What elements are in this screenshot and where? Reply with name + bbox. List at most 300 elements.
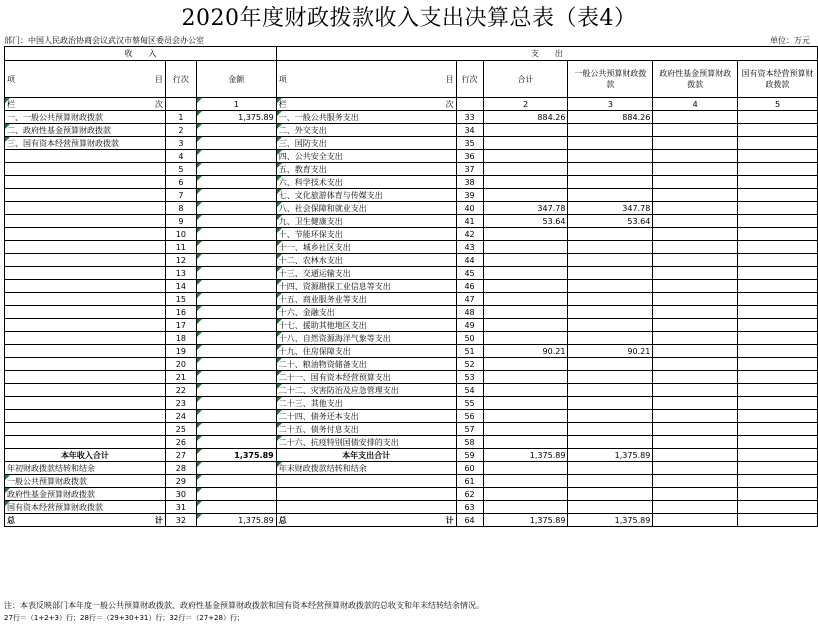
- state-capital-cell: [738, 319, 818, 332]
- expense-grand-total-amount: 1,375.89: [483, 514, 568, 527]
- table-row: [5, 501, 818, 514]
- expense-item-cell: 年末财政拨款结转和结余: [276, 462, 456, 475]
- income-amount-cell: [196, 397, 276, 410]
- fund-budget-cell: [653, 319, 738, 332]
- expense-item-cell: 三、国防支出: [276, 137, 456, 150]
- fund-budget-cell: [653, 345, 738, 358]
- income-item-cell: [5, 397, 166, 410]
- expense-item-cell: 十五、商业服务业等支出: [276, 293, 456, 306]
- fund-budget-cell: [653, 241, 738, 254]
- state-capital-cell: [738, 332, 818, 345]
- general-budget-cell: [568, 228, 653, 241]
- fund-budget-cell: [653, 488, 738, 501]
- expense-item-cell: 十、节能环保支出: [276, 228, 456, 241]
- expense-total-cell: [483, 150, 568, 163]
- expense-item-cell: 九、卫生健康支出: [276, 215, 456, 228]
- expense-row-no-cell: 61: [456, 475, 483, 488]
- expense-total-cell: [483, 228, 568, 241]
- income-amount-cell: [196, 306, 276, 319]
- general-budget-cell: [568, 176, 653, 189]
- state-capital-cell: [738, 449, 818, 462]
- state-capital-cell: [738, 150, 818, 163]
- expense-total-cell: [483, 306, 568, 319]
- table-row: [5, 176, 818, 189]
- state-capital-header: 国有资本经营预算财政拨款: [738, 61, 818, 98]
- income-item-cell: [5, 384, 166, 397]
- table-row: [5, 397, 818, 410]
- income-amount-cell: [196, 423, 276, 436]
- income-item-cell: 三、国有资本经营预算财政拨款: [5, 137, 166, 150]
- income-item-cell: [5, 189, 166, 202]
- expense-total-cell: [483, 410, 568, 423]
- expense-row-no-cell: 59: [456, 449, 483, 462]
- expense-item-cell: 二十三、其他支出: [276, 397, 456, 410]
- general-budget-cell: [568, 280, 653, 293]
- fund-budget-cell: [653, 306, 738, 319]
- expense-item-cell: 七、文化旅游体育与传媒支出: [276, 189, 456, 202]
- table-row: [5, 488, 818, 501]
- expense-row-no-cell: 54: [456, 384, 483, 397]
- table-row: [5, 371, 818, 384]
- state-capital-cell: [738, 137, 818, 150]
- page-title: 2020年度财政拨款收入支出决算总表（表4）: [181, 6, 637, 31]
- income-amount-cell: [196, 488, 276, 501]
- income-amount-cell: [196, 462, 276, 475]
- general-budget-grand-total: 1,375.89: [568, 514, 653, 527]
- income-item-cell: [5, 163, 166, 176]
- expense-row-no-cell: 39: [456, 189, 483, 202]
- expense-row-no-cell: 41: [456, 215, 483, 228]
- expense-item-cell: 本年支出合计: [276, 449, 456, 462]
- expense-row-no-cell: 62: [456, 488, 483, 501]
- income-row-no-cell: 15: [165, 293, 196, 306]
- income-amount-cell: [196, 124, 276, 137]
- income-item-cell: 二、政府性基金预算财政拨款: [5, 124, 166, 137]
- income-amount-cell: [196, 254, 276, 267]
- fund-budget-cell: [653, 358, 738, 371]
- general-budget-cell: 53.64: [568, 215, 653, 228]
- general-budget-cell: [568, 410, 653, 423]
- state-capital-cell: [738, 501, 818, 514]
- expense-item-cell: 二、外交支出: [276, 124, 456, 137]
- state-capital-cell: [738, 215, 818, 228]
- income-item-cell: [5, 267, 166, 280]
- expense-total-num: 2: [483, 98, 568, 111]
- income-amount-num: 1: [196, 98, 276, 111]
- income-row-no-cell: 17: [165, 319, 196, 332]
- income-grand-total-label: 总 计: [5, 514, 166, 527]
- state-capital-cell: [738, 293, 818, 306]
- department-label: 部门：中国人民政治协商会议武汉市蔡甸区委员会办公室: [4, 36, 204, 45]
- expense-total-cell: [483, 137, 568, 150]
- income-row-no-cell: 29: [165, 475, 196, 488]
- fund-budget-cell: [653, 189, 738, 202]
- expense-item-cell: 十三、交通运输支出: [276, 267, 456, 280]
- fund-budget-num: 4: [653, 98, 738, 111]
- expense-item-cell: 二十六、抗疫特别国债安排的支出: [276, 436, 456, 449]
- expense-total-cell: [483, 124, 568, 137]
- state-capital-cell: [738, 397, 818, 410]
- table-row: [5, 137, 818, 150]
- expense-total-cell: 90.21: [483, 345, 568, 358]
- income-row-no-cell: 2: [165, 124, 196, 137]
- expense-row-no-cell: 48: [456, 306, 483, 319]
- expense-row-no-cell: 63: [456, 501, 483, 514]
- income-item-cell: [5, 306, 166, 319]
- state-capital-cell: [738, 423, 818, 436]
- income-item-cell: [5, 332, 166, 345]
- expense-item-cell: 五、教育支出: [276, 163, 456, 176]
- state-capital-cell: [738, 228, 818, 241]
- expense-total-cell: 1,375.89: [483, 449, 568, 462]
- general-budget-cell: [568, 462, 653, 475]
- table-row: [5, 293, 818, 306]
- expense-row-no-cell: 55: [456, 397, 483, 410]
- table-row: [5, 241, 818, 254]
- expense-item-cell: 十七、援助其他地区支出: [276, 319, 456, 332]
- table-row: [5, 215, 818, 228]
- fund-budget-cell: [653, 228, 738, 241]
- income-row-no-cell: 6: [165, 176, 196, 189]
- fund-budget-cell: [653, 202, 738, 215]
- fund-budget-cell: [653, 436, 738, 449]
- expense-total-cell: [483, 241, 568, 254]
- income-item-cell: [5, 254, 166, 267]
- expense-item-cell: 十八、自然资源海洋气象等支出: [276, 332, 456, 345]
- income-row-no-header: 行次: [165, 61, 196, 98]
- fund-budget-cell: [653, 462, 738, 475]
- state-capital-cell: [738, 176, 818, 189]
- fund-budget-cell: [653, 293, 738, 306]
- income-grand-total-amount: 1,375.89: [196, 514, 276, 527]
- state-capital-cell: [738, 410, 818, 423]
- income-amount-cell: 1,375.89: [196, 111, 276, 124]
- general-budget-cell: [568, 332, 653, 345]
- income-item-cell: 年初财政拨款结转和结余: [5, 462, 166, 475]
- expense-item-cell: 十一、城乡社区支出: [276, 241, 456, 254]
- general-budget-cell: [568, 475, 653, 488]
- expense-item-cell: 二十四、债务还本支出: [276, 410, 456, 423]
- budget-table: [4, 46, 818, 527]
- expense-row-no-cell: 50: [456, 332, 483, 345]
- income-row-no-cell: 11: [165, 241, 196, 254]
- income-row-no-cell: 12: [165, 254, 196, 267]
- expense-item-cell: 二十一、国有资本经营预算支出: [276, 371, 456, 384]
- general-budget-cell: [568, 254, 653, 267]
- general-budget-cell: 347.78: [568, 202, 653, 215]
- group-header-row: [5, 47, 818, 61]
- income-row-no-cell: 7: [165, 189, 196, 202]
- income-amount-cell: [196, 280, 276, 293]
- income-group-header: 收 入: [5, 47, 277, 61]
- fund-budget-cell: [653, 150, 738, 163]
- income-row-no-cell: 22: [165, 384, 196, 397]
- state-capital-grand-total: [738, 514, 818, 527]
- expense-row-no-cell: 43: [456, 241, 483, 254]
- income-row-no-cell: 3: [165, 137, 196, 150]
- income-row-no-cell: 1: [165, 111, 196, 124]
- table-row: [5, 358, 818, 371]
- expense-total-cell: 53.64: [483, 215, 568, 228]
- expense-row-no-cell: 56: [456, 410, 483, 423]
- income-row-no-cell: 10: [165, 228, 196, 241]
- income-row-no-cell: 26: [165, 436, 196, 449]
- income-row-no-cell: 28: [165, 462, 196, 475]
- expense-row-no-cell: 36: [456, 150, 483, 163]
- footnote: 注：本表反映部门本年度一般公共预算财政拨款、政府性基金预算财政拨款和国有资本经营预算财政拨款的总收支和年末结转结余情况。: [4, 601, 484, 610]
- income-row-no-cell: 20: [165, 358, 196, 371]
- income-row-no-cell: 16: [165, 306, 196, 319]
- table-row: [5, 423, 818, 436]
- expense-row-no-cell: 40: [456, 202, 483, 215]
- table-row: [5, 319, 818, 332]
- state-capital-cell: [738, 462, 818, 475]
- fund-budget-cell: [653, 254, 738, 267]
- expense-total-cell: [483, 397, 568, 410]
- table-row: [5, 332, 818, 345]
- fund-budget-cell: [653, 475, 738, 488]
- table-row: [5, 202, 818, 215]
- expense-item-cell: 二十二、灾害防治及应急管理支出: [276, 384, 456, 397]
- state-capital-cell: [738, 241, 818, 254]
- expense-row-no-cell: 34: [456, 124, 483, 137]
- income-amount-cell: [196, 410, 276, 423]
- income-row-no-cell: 31: [165, 501, 196, 514]
- expense-row-no-cell: 45: [456, 267, 483, 280]
- income-row-no-cell: 30: [165, 488, 196, 501]
- income-amount-cell: [196, 371, 276, 384]
- expense-row-no-cell: 47: [456, 293, 483, 306]
- fund-budget-cell: [653, 215, 738, 228]
- general-budget-cell: [568, 397, 653, 410]
- expense-row-no-cell: 44: [456, 254, 483, 267]
- general-budget-cell: [568, 384, 653, 397]
- general-budget-cell: [568, 436, 653, 449]
- column-number-row: [5, 98, 818, 111]
- income-row-no-cell: 8: [165, 202, 196, 215]
- income-amount-cell: [196, 358, 276, 371]
- income-row-no-cell: 14: [165, 280, 196, 293]
- income-item-cell: 一般公共预算财政拨款: [5, 475, 166, 488]
- income-item-cell: [5, 358, 166, 371]
- income-amount-cell: [196, 137, 276, 150]
- fund-budget-cell: [653, 371, 738, 384]
- income-item-cell: [5, 436, 166, 449]
- income-amount-cell: 1,375.89: [196, 449, 276, 462]
- income-item-cell: [5, 371, 166, 384]
- table-row: [5, 462, 818, 475]
- income-row-no-cell: 24: [165, 410, 196, 423]
- expense-lanci-cell: 栏 次: [276, 98, 456, 111]
- expense-item-cell: [276, 501, 456, 514]
- income-item-cell: [5, 215, 166, 228]
- fund-budget-header: 政府性基金预算财政拨款: [653, 61, 738, 98]
- expense-row-no-cell: 58: [456, 436, 483, 449]
- fund-budget-cell: [653, 124, 738, 137]
- expense-total-cell: [483, 488, 568, 501]
- table-row: [5, 384, 818, 397]
- expense-row-no-cell: 37: [456, 163, 483, 176]
- expense-row-no-cell: 38: [456, 176, 483, 189]
- general-budget-cell: [568, 267, 653, 280]
- income-row-no-cell: 25: [165, 423, 196, 436]
- expense-total-cell: [483, 254, 568, 267]
- state-capital-cell: [738, 189, 818, 202]
- income-amount-cell: [196, 319, 276, 332]
- income-amount-cell: [196, 475, 276, 488]
- expense-total-cell: [483, 436, 568, 449]
- expense-item-cell: 十四、资源勘探工业信息等支出: [276, 280, 456, 293]
- expense-total-cell: [483, 475, 568, 488]
- income-amount-cell: [196, 150, 276, 163]
- expense-row-no-cell: 53: [456, 371, 483, 384]
- expense-total-cell: [483, 319, 568, 332]
- fund-budget-cell: [653, 163, 738, 176]
- table-row: [5, 436, 818, 449]
- income-row-no-cell: 18: [165, 332, 196, 345]
- expense-total-cell: [483, 280, 568, 293]
- table-row: [5, 267, 818, 280]
- expense-row-no-cell: 46: [456, 280, 483, 293]
- general-budget-cell: [568, 358, 653, 371]
- income-amount-cell: [196, 293, 276, 306]
- income-row-no-cell: 5: [165, 163, 196, 176]
- income-item-cell: [5, 423, 166, 436]
- expense-grand-total-no: 64: [456, 514, 483, 527]
- income-item-cell: 国有资本经营预算财政拨款: [5, 501, 166, 514]
- expense-row-no-cell: 52: [456, 358, 483, 371]
- expense-item-cell: 二十五、债务付息支出: [276, 423, 456, 436]
- income-item-cell: 本年收入合计: [5, 449, 166, 462]
- state-capital-cell: [738, 267, 818, 280]
- table-row: [5, 410, 818, 423]
- table-row: [5, 306, 818, 319]
- income-amount-cell: [196, 436, 276, 449]
- general-budget-cell: [568, 293, 653, 306]
- state-capital-cell: [738, 475, 818, 488]
- general-budget-cell: [568, 306, 653, 319]
- table-row: [5, 345, 818, 358]
- general-budget-cell: [568, 488, 653, 501]
- state-capital-cell: [738, 436, 818, 449]
- expense-total-cell: 347.78: [483, 202, 568, 215]
- income-item-cell: [5, 293, 166, 306]
- general-budget-cell: [568, 501, 653, 514]
- fund-budget-cell: [653, 384, 738, 397]
- state-capital-cell: [738, 111, 818, 124]
- fund-budget-cell: [653, 397, 738, 410]
- expense-total-cell: [483, 267, 568, 280]
- expense-item-cell: 一、一般公共服务支出: [276, 111, 456, 124]
- table-row: [5, 254, 818, 267]
- expense-total-cell: [483, 332, 568, 345]
- general-budget-cell: 90.21: [568, 345, 653, 358]
- expense-total-cell: [483, 384, 568, 397]
- state-capital-cell: [738, 306, 818, 319]
- expense-total-cell: [483, 163, 568, 176]
- general-budget-header: 一般公共预算财政拨款: [568, 61, 653, 98]
- expense-row-no-cell: 35: [456, 137, 483, 150]
- expense-item-cell: 十二、农林水支出: [276, 254, 456, 267]
- expense-row-no-header: 行次: [456, 61, 483, 98]
- fund-budget-cell: [653, 410, 738, 423]
- expense-no-num-cell: [456, 98, 483, 111]
- state-capital-cell: [738, 488, 818, 501]
- income-row-no-cell: 4: [165, 150, 196, 163]
- state-capital-cell: [738, 124, 818, 137]
- expense-total-cell: [483, 293, 568, 306]
- general-budget-cell: [568, 124, 653, 137]
- expense-total-cell: [483, 189, 568, 202]
- expense-total-cell: [483, 423, 568, 436]
- grand-total-row: [5, 514, 818, 527]
- general-budget-num: 3: [568, 98, 653, 111]
- general-budget-cell: [568, 423, 653, 436]
- state-capital-cell: [738, 254, 818, 267]
- expense-row-no-cell: 49: [456, 319, 483, 332]
- table-row: [5, 449, 818, 462]
- income-item-cell: 政府性基金预算财政拨款: [5, 488, 166, 501]
- state-capital-num: 5: [738, 98, 818, 111]
- income-item-cell: [5, 280, 166, 293]
- state-capital-cell: [738, 280, 818, 293]
- expense-row-no-cell: 51: [456, 345, 483, 358]
- expense-total-cell: [483, 358, 568, 371]
- general-budget-cell: [568, 189, 653, 202]
- income-item-cell: [5, 202, 166, 215]
- table-row: [5, 124, 818, 137]
- expense-total-cell: [483, 371, 568, 384]
- income-item-cell: [5, 319, 166, 332]
- expense-item-cell: [276, 488, 456, 501]
- table-row: [5, 150, 818, 163]
- formula-note: 27行＝（1+2+3）行；28行＝（29+30+31）行；32行＝（27+28）行；: [4, 614, 244, 622]
- income-amount-cell: [196, 189, 276, 202]
- table-row: [5, 189, 818, 202]
- fund-budget-cell: [653, 332, 738, 345]
- income-row-no-cell: 23: [165, 397, 196, 410]
- general-budget-cell: 1,375.89: [568, 449, 653, 462]
- general-budget-cell: [568, 371, 653, 384]
- state-capital-cell: [738, 384, 818, 397]
- expense-total-cell: 884.26: [483, 111, 568, 124]
- income-row-no-cell: 19: [165, 345, 196, 358]
- expense-row-no-cell: 60: [456, 462, 483, 475]
- expense-total-header: 合计: [483, 61, 568, 98]
- expense-group-header: 支 出: [276, 47, 817, 61]
- income-amount-cell: [196, 345, 276, 358]
- expense-item-cell: [276, 475, 456, 488]
- fund-budget-cell: [653, 111, 738, 124]
- general-budget-cell: [568, 163, 653, 176]
- income-row-no-cell: 27: [165, 449, 196, 462]
- income-amount-cell: [196, 228, 276, 241]
- expense-row-no-cell: 42: [456, 228, 483, 241]
- table-row: [5, 163, 818, 176]
- income-item-header: 项 目: [5, 61, 166, 98]
- expense-total-cell: [483, 176, 568, 189]
- income-item-cell: [5, 241, 166, 254]
- expense-item-cell: 十六、金融支出: [276, 306, 456, 319]
- general-budget-cell: [568, 241, 653, 254]
- table-row: [5, 111, 818, 124]
- income-item-cell: [5, 176, 166, 189]
- expense-item-cell: 六、科学技术支出: [276, 176, 456, 189]
- income-amount-header: 金额: [196, 61, 276, 98]
- table-row: [5, 280, 818, 293]
- expense-total-cell: [483, 501, 568, 514]
- fund-budget-grand-total: [653, 514, 738, 527]
